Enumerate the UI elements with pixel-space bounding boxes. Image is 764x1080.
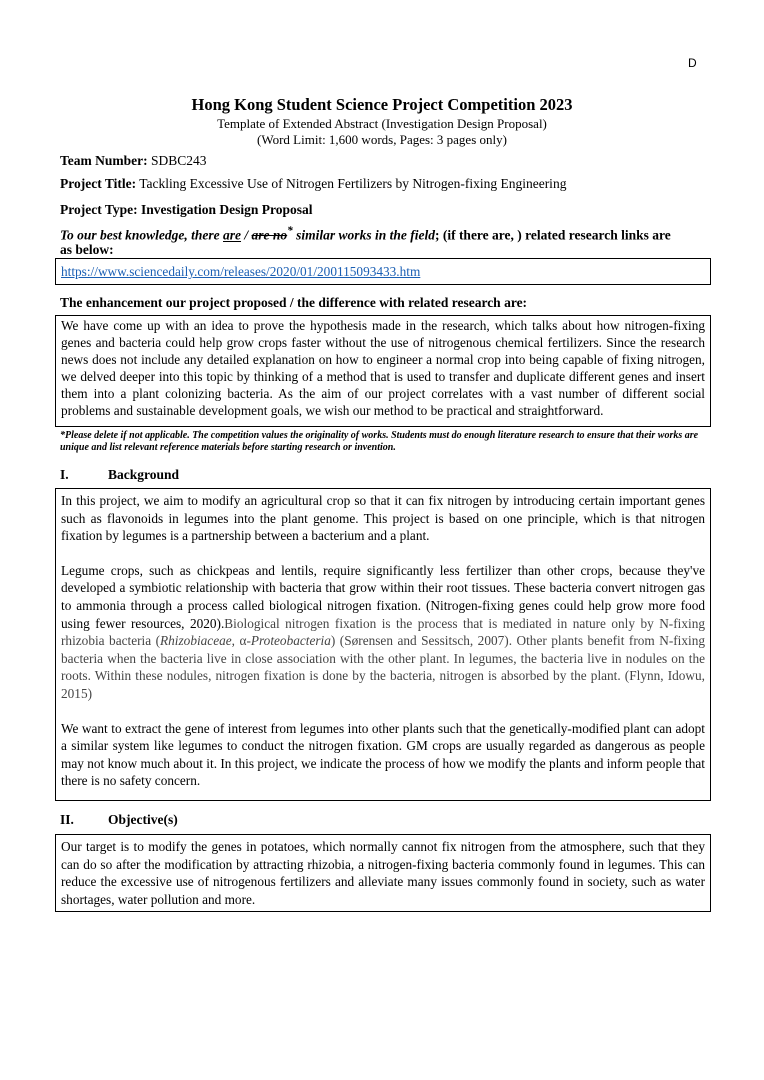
- knowledge-line2: as below:: [60, 242, 114, 257]
- background-heading: [60, 467, 179, 483]
- enhancement-text: We have come up with an idea to prove the hypothesis made in the research, which talks about how nitrogen-fixing genes and bacteria could help grow crops faster without the use of nitrogenous chemical fertilizers. Since the research news does not include any detailed explanation on how to engineer a normal crop into being capable of fixing nitrogen, we delved deeper into this topic by thinking of a method that is used to transfer and duplicate different genes and insert them into a plant colonizing bacteria. As the aim of our project correlates with a vast number of different social problems and sustainable development goals, we wish our method to be practical and straightforward.: [61, 318, 705, 418]
- project-type-label: Project Type:: [60, 202, 138, 217]
- objectives-title: Objective(s): [108, 812, 178, 827]
- word-limit: (Word Limit: 1,600 words, Pages: 3 pages only): [257, 132, 507, 147]
- background-paragraph-2b: Biological nitrogen fixation is the process that is mediated in nature only by N-fixing rhizobia bacteria (: [61, 615, 705, 649]
- objectives-box: [55, 834, 711, 912]
- proteobacteria-term: Proteobacteria: [250, 633, 331, 649]
- background-title: Background: [108, 467, 180, 482]
- knowledge-are-no: are no: [251, 227, 288, 243]
- background-paragraph-1: In this project, we aim to modify an agricultural crop so that it can fix nitrogen by introducing certain important genes such as flavonoids in legumes into the plant genome. This project is based on one principle, which is that nitrogen fixation by legumes is a partnership between a bacterium and a plant.: [61, 493, 705, 544]
- background-paragraph-2f: ) (Sørensen and Sessitsch, 2007). Other plants benefit from N-fixing bacteria when the bacteria live in close association with the other plant. In legumes, the bacteria live in nodules on the roots. Within these nodules, nitrogen fixation is done by the bacteria, nitrogen is absorbed by the plant. (Flynn, Idowu, 2015): [61, 633, 706, 701]
- page-letter: D: [688, 56, 697, 70]
- knowledge-mid: similar works in the field: [292, 227, 435, 243]
- knowledge-slash: /: [241, 227, 252, 243]
- knowledge-statement: [60, 225, 671, 244]
- enhancement-heading: The enhancement our project proposed / the difference with related research are:: [60, 295, 528, 310]
- background-paragraph-2: [61, 562, 705, 703]
- team-number-line: [60, 153, 207, 169]
- background-paragraph-2a: Legume crops, such as chickpeas and lentils, require significantly less fertilizer than other crops, because they've developed a symbiotic relationship with bacteria that grow within their root tissues. These bacteria convert nitrogen gas to ammonia through a process called biological nitrogen fixation. (Nitrogen-fixing genes could help grow more food using fewer resources, 2020).: [61, 562, 705, 631]
- background-box: [55, 488, 711, 801]
- research-link[interactable]: https://www.sciencedaily.com/releases/2020/01/200115093433.htm: [61, 264, 421, 279]
- team-number-label: Team Number:: [60, 153, 148, 168]
- objectives-heading: [60, 812, 178, 828]
- knowledge-star: *: [287, 225, 293, 237]
- objectives-text: Our target is to modify the genes in potatoes, which normally cannot fix nitrogen from the atmosphere, such that they can do so after the modification by attracting rhizobia, a nitrogen-fixing bacteria commonly found in legumes. This can reduce the excessive use of nitrogenous fertilizers and alleviate many issues commonly found in society, such as water shortages, water pollution and more.: [61, 839, 705, 907]
- knowledge-prefix: To our best knowledge, there: [60, 227, 224, 243]
- team-number-value: SDBC243: [151, 153, 207, 168]
- page-title: Hong Kong Student Science Project Competition 2023: [191, 95, 573, 114]
- project-type-line: [60, 202, 313, 218]
- knowledge-are: are: [223, 227, 242, 243]
- project-title-line: [60, 176, 566, 192]
- page-subtitle: Template of Extended Abstract (Investigation Design Proposal): [217, 116, 547, 131]
- knowledge-suffix: ; (if there are, ) related research links are: [434, 227, 671, 243]
- project-type-value: Investigation Design Proposal: [140, 202, 313, 217]
- research-link-box: [55, 258, 711, 285]
- project-title-value: Tackling Excessive Use of Nitrogen Fertilizers by Nitrogen-fixing Engineering: [139, 176, 567, 191]
- background-paragraph-2d: , α-: [231, 633, 251, 649]
- rhizobiaceae-term: Rhizobiaceae: [160, 633, 232, 649]
- objectives-number: II.: [60, 812, 74, 827]
- originality-note: *Please delete if not applicable. The competition values the originality of works. Students must do enough literature research to ensure that their works are unique and list relevant reference materials before starting research or invention.: [60, 430, 699, 453]
- project-title-label: Project Title:: [60, 176, 137, 191]
- background-paragraph-3: We want to extract the gene of interest from legumes into other plants such that the genetically-modified plant can adopt a similar system like legumes to conduct the nitrogen fixation. GM crops are usually regarded as dangerous as people may not know much about it. In this project, we indicate the process of how we modify the plants and inform people that there is no safety concern.: [61, 720, 705, 789]
- enhancement-box: [55, 315, 711, 427]
- background-number: I.: [60, 467, 69, 482]
